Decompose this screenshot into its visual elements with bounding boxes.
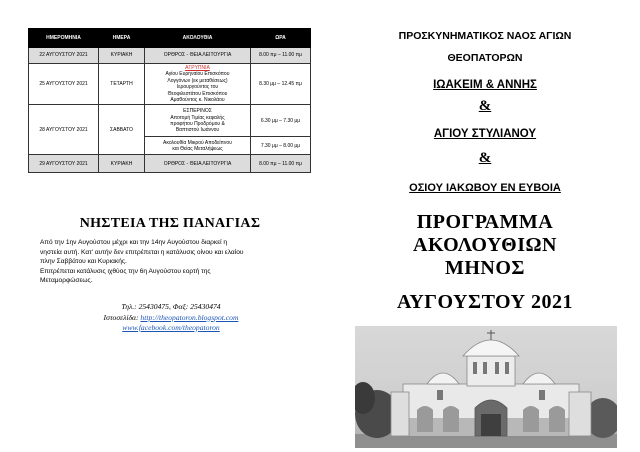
program-title-line2: ΑΚΟΛΟΥΘΙΩΝ [413, 234, 557, 256]
service-line: Αποτομή Τιμίας κεφαλής [170, 114, 225, 121]
header-time: ΩΡΑ [251, 29, 311, 48]
table-row [29, 155, 311, 173]
website-link[interactable]: http://theopatoron.blogspot.com [140, 312, 239, 322]
fast-description [40, 238, 302, 286]
saint-stylianos: ΑΓΙΟΥ ΣΤΥΛΙΑΝΟΥ [433, 128, 537, 140]
program-title-line3: ΜΗΝΟΣ [444, 257, 525, 279]
fast-line: Επιτρέπεται κατάλυσις ιχθύος την 6η Αυγούστου εορτή της [40, 267, 211, 275]
row-day: ΚΥΡΙΑΚΗ [99, 155, 145, 173]
fast-line: νηστεία αυτή. Κατ' αυτήν δεν επιτρέπεται η κατάλυσις οίνου και ελαίου [40, 248, 244, 256]
service-line: Λογγόνων (εκ μεταθέσεως) [167, 77, 228, 84]
saint-iakovos: ΟΣΙΟΥ ΙΑΚΩΒΟΥ ΕΝ ΕΥΒΟΙΑ [409, 182, 561, 194]
row-time: 8.30 μμ – 12.45 πμ [251, 64, 311, 105]
row-day: ΣΑΒΒΑΤΟ [99, 105, 145, 155]
fast-line: πλην Σαββάτου και Κυριακής. [40, 258, 127, 266]
row-date: 25 ΑΥΓΟΥΣΤΟΥ 2021 [29, 64, 99, 105]
fast-line: Από την 1ην Αυγούστου μέχρι και την 14ην Αυγούστου διαρκεί η [40, 239, 228, 246]
table-header-row [29, 29, 311, 48]
program-month: ΑΥΓΟΥΣΤΟΥ 2021 [396, 291, 574, 313]
church-title-line1: ΠΡΟΣΚΥΝΗΜΑΤΙΚΟΣ ΝΑΟΣ ΑΓΙΩΝ [398, 30, 572, 42]
row-service: ΟΡΘΡΟΣ - ΘΕΙΑ ΛΕΙΤΟΥΡΓΙΑ [145, 48, 251, 64]
row-date: 28 ΑΥΓΟΥΣΤΟΥ 2021 [29, 105, 99, 155]
service-line: Αμαθούντος κ. Νικολάου [170, 97, 225, 104]
service-line: Βαπτιστού Ιωάννου [175, 127, 220, 134]
row-time: 7.30 μμ – 8.00 μμ [251, 137, 311, 155]
service-line: και Θείας Μεταλήψεως [172, 145, 223, 152]
service-line: Ακολουθία Μικρού Αποδείπνου [163, 139, 232, 146]
table-row [29, 48, 311, 64]
schedule-table [28, 28, 311, 173]
program-title-line1: ΠΡΟΓΡΑΜΜΑ [416, 211, 554, 233]
row-time: 8.00 πμ – 11.00 πμ [251, 155, 311, 173]
contact-info [40, 302, 302, 334]
phone-fax: Τηλ.: 25430475, Φαξ: 25430474 [121, 302, 221, 311]
header-date: ΗΜΕΡΟΜΗΝΙΑ [29, 29, 99, 48]
church-title-line2: ΘΕΟΠΑΤΟΡΩΝ [447, 52, 523, 64]
header-service: ΑΚΟΛΟΥΘΙΑ [145, 29, 251, 48]
table-row [29, 105, 311, 137]
row-date: 29 ΑΥΓΟΥΣΤΟΥ 2021 [29, 155, 99, 173]
saint-joachim-anna: ΙΩΑΚΕΙΜ & ΑΝΝΗΣ [433, 79, 537, 91]
service-line: προφήτου Προδρόμου & [170, 120, 225, 127]
right-panel [330, 0, 640, 452]
service-line: Θεοφιλεστάτου Επισκόπου [167, 90, 228, 97]
row-service [145, 64, 251, 105]
row-day: ΤΕΤΑΡΤΗ [99, 64, 145, 105]
ampersand: & [478, 98, 492, 114]
church-photo [355, 326, 617, 448]
website-label: Ιστοσελίδα: [103, 312, 141, 322]
row-time: 8.00 πμ – 11.00 πμ [251, 48, 311, 64]
service-line: Αγίου Ευρηναίου Επισκόπου [165, 71, 230, 78]
website-line [40, 313, 302, 324]
service-line: Ιερουργούντος του [176, 84, 219, 91]
fast-title: ΝΗΣΤΕΙΑ ΤΗΣ ΠΑΝΑΓΙΑΣ [79, 216, 261, 231]
fast-line: Μεταμορφώσεως. [40, 277, 93, 285]
row-day: ΚΥΡΙΑΚΗ [99, 48, 145, 64]
row-service: ΟΡΘΡΟΣ - ΘΕΙΑ ΛΕΙΤΟΥΡΓΙΑ [145, 155, 251, 173]
header-day: ΗΜΕΡΑ [99, 29, 145, 48]
row-service [145, 105, 251, 137]
row-service [145, 137, 251, 155]
church-illustration [355, 326, 617, 448]
service-line: ΕΣΠΕΡΙΝΟΣ [183, 108, 212, 115]
table-row [29, 64, 311, 105]
vigil-label: ΑΓΡΥΠΝΙΑ [185, 65, 210, 71]
ampersand: & [478, 150, 492, 166]
row-time: 6.30 μμ – 7.30 μμ [251, 105, 311, 137]
facebook-link[interactable]: www.facebook.com/theopatoron [122, 323, 220, 332]
row-date: 22 ΑΥΓΟΥΣΤΟΥ 2021 [29, 48, 99, 64]
